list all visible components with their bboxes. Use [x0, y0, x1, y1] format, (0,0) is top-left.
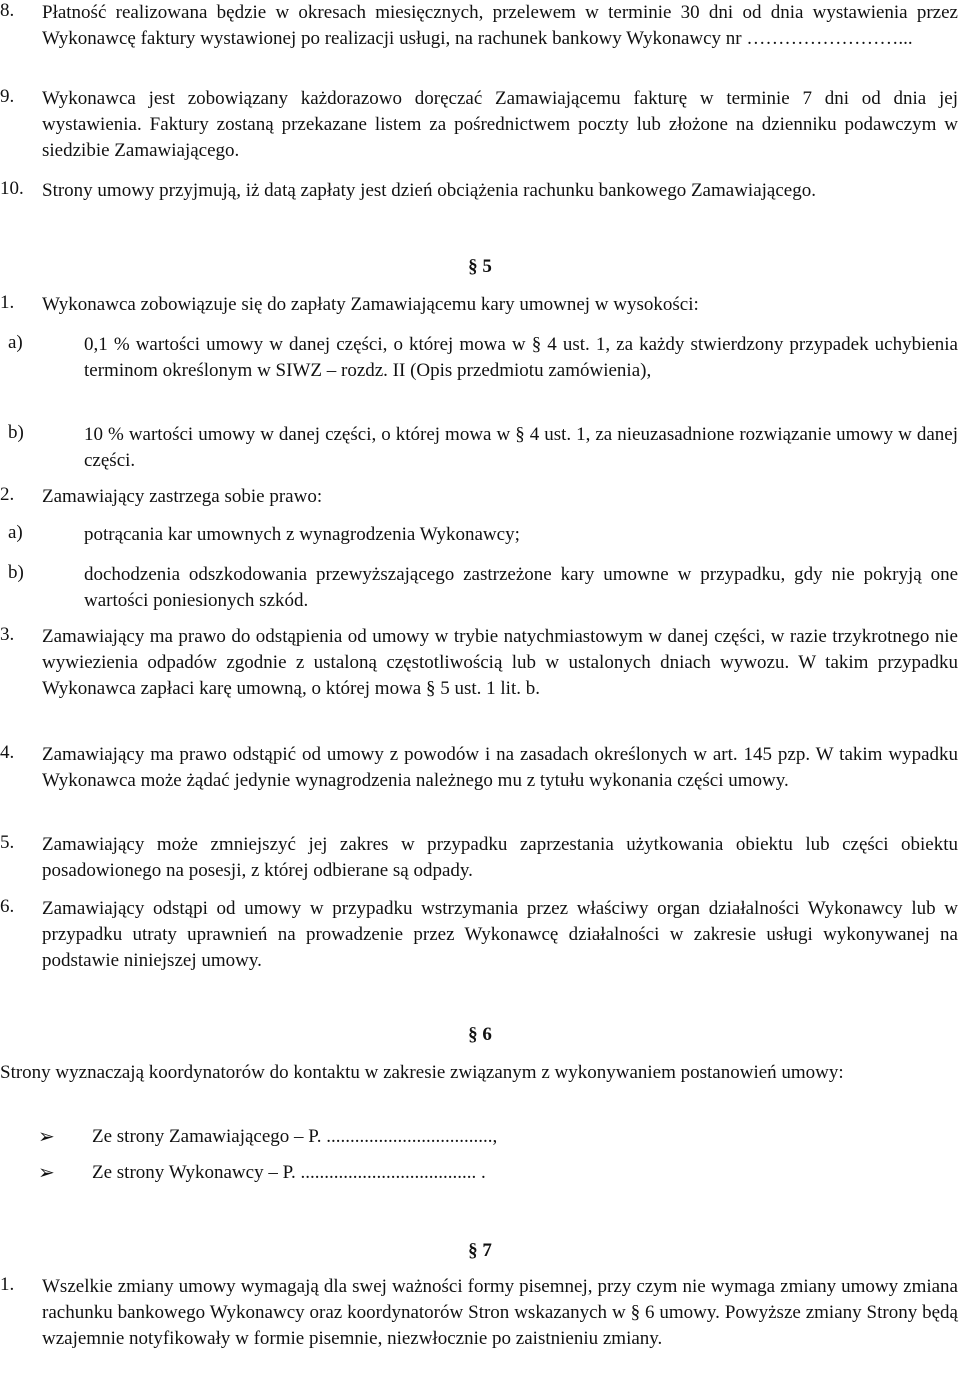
section-heading-7: § 7 — [468, 1240, 492, 1261]
bullet-text: Ze strony Wykonawcy – P. ..................................... . — [92, 1162, 486, 1183]
s6-bullet-1 — [0, 1124, 960, 1150]
item-text: Strony umowy przyjmują, iż datą zapłaty jest dzień obciążenia rachunku bankowego Zamawiającego. — [42, 180, 816, 201]
item-text: Zamawiający ma prawo odstąpić od umowy z powodów i na zasadach określonych w art. 145 pzp. W takim wypadku Wykonawca może żądać jedynie wynagrodzenia należnego mu z tytułu wykonania części umowy. — [42, 744, 958, 791]
item-text: Zamawiający może zmniejszyć jej zakres w przypadku zaprzestania użytkowania obiektu lub części obiektu posadowionego na posesji, z której odbierane są odpady. — [42, 834, 958, 881]
item-text: Wykonawca zobowiązuje się do zapłaty Zamawiającemu kary umownej w wysokości: — [42, 294, 699, 315]
s5-item-5 — [0, 832, 960, 884]
item-text: dochodzenia odszkodowania przewyższającego zastrzeżone kary umowne w przypadku, gdy nie pokryją one wartości poniesionych szkód. — [84, 564, 958, 611]
item-number: 4. — [0, 742, 15, 763]
arrow-bullet-icon: ➢ — [38, 1126, 55, 1148]
item-text: 0,1 % wartości umowy w danej części, o której mowa w § 4 ust. 1, za każdy stwierdzony przypadek uchybienia terminom określonym w SIWZ – rozdz. II (Opis przedmiotu zamówienia), — [84, 334, 958, 381]
item-number: 5. — [0, 832, 15, 853]
item-number: 10. — [0, 178, 24, 199]
item-letter: b) — [8, 422, 24, 443]
s5-item-1 — [0, 292, 960, 318]
item-text: Wykonawca jest zobowiązany każdorazowo doręczać Zamawiającemu fakturę w terminie 7 dni od dnia jej wystawienia. Faktury zostaną przekazane listem za pośrednictwem poczty lub złożone na dzienniku podawczym w siedzibie Zamawiającego. — [42, 88, 958, 161]
item-text: potrącania kar umownych z wynagrodzenia Wykonawcy; — [84, 524, 520, 545]
item-number: 1. — [0, 292, 15, 313]
bullet-text: Ze strony Zamawiającego – P. ..................................., — [92, 1126, 498, 1147]
paragraph-10 — [0, 178, 960, 204]
s5-item-2b — [0, 562, 960, 614]
item-letter: a) — [8, 522, 23, 543]
s5-item-1b — [0, 422, 960, 474]
item-text: Zamawiający odstąpi od umowy w przypadku wstrzymania przez właściwy organ działalności Wykonawcy lub w przypadku utraty uprawnień na prowadzenie przez Wykonawcę działalności w zakresie usługi wykonywanej na podstawie niniejszej umowy. — [42, 898, 958, 971]
item-letter: a) — [8, 332, 23, 353]
item-text: 10 % wartości umowy w danej części, o której mowa w § 4 ust. 1, za nieuzasadnione rozwiązanie umowy w danej części. — [84, 424, 958, 471]
item-text: Zamawiający zastrzega sobie prawo: — [42, 486, 323, 507]
paragraph-9 — [0, 86, 960, 164]
section-heading-5: § 5 — [468, 256, 492, 277]
item-letter: b) — [8, 562, 24, 583]
s5-item-6 — [0, 896, 960, 974]
item-number: 3. — [0, 624, 15, 645]
s6-bullet-2 — [0, 1160, 960, 1186]
arrow-bullet-icon: ➢ — [38, 1162, 55, 1184]
s5-item-2a — [0, 522, 960, 548]
section-heading-6: § 6 — [468, 1024, 492, 1045]
item-text: Płatność realizowana będzie w okresach miesięcznych, przelewem w terminie 30 dni od dnia wystawienia przez Wykonawcę faktury wystawionej po realizacji usługi, na rachunek bankowy Wykonawcy nr ……………………... — [42, 2, 958, 49]
item-number: 9. — [0, 86, 15, 107]
paragraph-8 — [0, 0, 960, 52]
s5-item-3 — [0, 624, 960, 702]
s7-item-1 — [0, 1274, 960, 1352]
item-text: Wszelkie zmiany umowy wymagają dla swej ważności formy pisemnej, przy czym nie wymaga zmiany umowy zmiana rachunku bankowego Wykonawcy oraz koordynatorów Stron wskazanych w § 6 umowy. Powyższe zmiany Strony będą wzajemnie notyfikowały w formie pisemnie, niezwłocznie po zaistnieniu zmiany. — [42, 1276, 958, 1349]
item-number: 2. — [0, 484, 15, 505]
item-number: 8. — [0, 0, 15, 21]
item-number: 6. — [0, 896, 15, 917]
item-text: Zamawiający ma prawo do odstąpienia od umowy w trybie natychmiastowym w danej części, w razie trzykrotnego nie wywiezienia odpadów zgodnie z ustaloną częstotliwością lub w ustalonych dniach wywozu. W takim przypadku Wykonawca zapłaci karę umowną, o której mowa § 5 ust. 1 lit. b. — [42, 626, 958, 699]
item-number: 1. — [0, 1274, 15, 1295]
s5-item-4 — [0, 742, 960, 794]
s5-item-2 — [0, 484, 960, 510]
s6-paragraph: Strony wyznaczają koordynatorów do kontaktu w zakresie związanym z wykonywaniem postanowień umowy: — [0, 1062, 844, 1083]
s5-item-1a — [0, 332, 960, 384]
